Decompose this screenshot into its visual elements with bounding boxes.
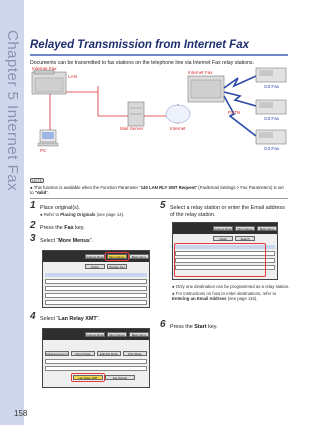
chapter-side-tab — [0, 0, 24, 425]
search-button[interactable]: Search — [235, 236, 255, 241]
label-internet: Internet — [170, 126, 186, 131]
chapter-label: Chapter 5 Internet Fax — [4, 30, 21, 192]
basic-menu-button-2[interactable]: Basic Menu — [129, 332, 149, 337]
step-6-text: Press the Start key. — [170, 324, 218, 330]
note-text: ● This function is available when the Function Parameter “140 LAN RLY XMT Request” (Fax/Email Settings > Fax Parameters) is set to “Valid”. — [30, 185, 284, 196]
screen-more-menus — [42, 250, 150, 308]
screen-lan-relay — [42, 328, 150, 388]
basic-menu-button[interactable]: Basic Menu — [129, 254, 149, 259]
title-divider — [30, 54, 288, 56]
step-1-sub: ● Refer to Placing Originals (see page 14). — [40, 211, 125, 217]
step-3-number: 3 — [30, 233, 36, 244]
step-6-number: 6 — [160, 319, 166, 330]
address-book-button-2[interactable]: Address Book — [86, 333, 104, 337]
label-internet-fax-left: Internet Fax — [32, 66, 57, 71]
note-divider — [30, 198, 288, 199]
page-number: 158 — [14, 409, 28, 418]
step-1-number: 1 — [30, 200, 36, 211]
label-internet-fax-right: Internet Fax — [188, 70, 213, 75]
label-g3-fax-3: G3 Fax — [264, 146, 280, 151]
highlight-lan-relay-xmt — [71, 373, 105, 382]
print-mode-button[interactable]: Print Mode — [123, 351, 147, 356]
fax-sender-button[interactable]: Fax Sender — [105, 375, 135, 380]
g3-fax-3 — [256, 130, 286, 144]
step-5-note-2: ● For instructions on how to enter destinations, refer to Entering an Email Address (see page 116). — [172, 291, 277, 302]
label-g3-fax-1: G3 Fax — [264, 84, 280, 89]
number-key-button[interactable]: Number Key — [107, 264, 127, 269]
basic-menu-button-3[interactable]: Basic Menu — [257, 226, 277, 231]
label-g3-fax-2: G3 Fax — [264, 116, 280, 121]
edit-file-mode-button[interactable]: Edit File Mode — [97, 351, 121, 356]
address-book-button-3[interactable]: Address Book — [214, 227, 232, 231]
step-4-number: 4 — [30, 311, 36, 322]
network-diagram-graphic — [28, 66, 290, 166]
highlight-more-menus — [105, 252, 129, 261]
more-menus-button[interactable]: More Menus — [107, 254, 127, 259]
label-pc: PC — [40, 148, 47, 153]
label-mail-server: Mail Server — [120, 126, 144, 131]
page-title: Relayed Transmission from Internet Fax — [30, 39, 249, 51]
step-4-text: Select “Lan Relay XMT”. — [40, 316, 100, 322]
intro-text: Documents can be transmitted to fax stations on the telephone line via Internet Fax relay stations. — [30, 60, 255, 66]
lan-relay-xmt-button[interactable]: Lan Relay XMT — [73, 375, 103, 380]
advanced-comm-button[interactable]: Advanced Comm. — [46, 352, 69, 356]
quick-button[interactable]: Quick — [213, 236, 233, 241]
step-3-text: Select “More Menus”. — [40, 238, 94, 244]
label-lan: LAN — [68, 74, 77, 79]
g3-fax-1 — [256, 68, 286, 82]
address-book-button[interactable]: Address Book — [86, 255, 104, 259]
more-menus-button-3[interactable]: More Menus — [235, 226, 255, 231]
g3-fax-2 — [256, 100, 286, 114]
label-pstn: PSTN — [228, 110, 241, 115]
step-5-note-1: ● Only one destination can be programmed as a relay station. — [172, 284, 290, 289]
step-5-number: 5 — [160, 200, 166, 211]
highlight-station-list — [174, 243, 266, 277]
note-box — [30, 178, 288, 196]
option-button[interactable]: Option — [85, 264, 105, 269]
more-menus-button-2[interactable]: More Menus — [107, 332, 127, 337]
step-1-text: Place original(s). — [40, 205, 81, 211]
step-5-text: Select a relay station or enter the Email address of the relay station. — [170, 205, 285, 218]
relay-network-diagram — [28, 66, 290, 166]
direct-mode-button[interactable]: Direct Mode — [71, 351, 95, 356]
step-2-text: Press the Fax key. — [40, 225, 85, 231]
step-2-number: 2 — [30, 220, 36, 231]
screen-relay-station — [172, 222, 278, 280]
note-tag: NOTE — [30, 178, 44, 183]
